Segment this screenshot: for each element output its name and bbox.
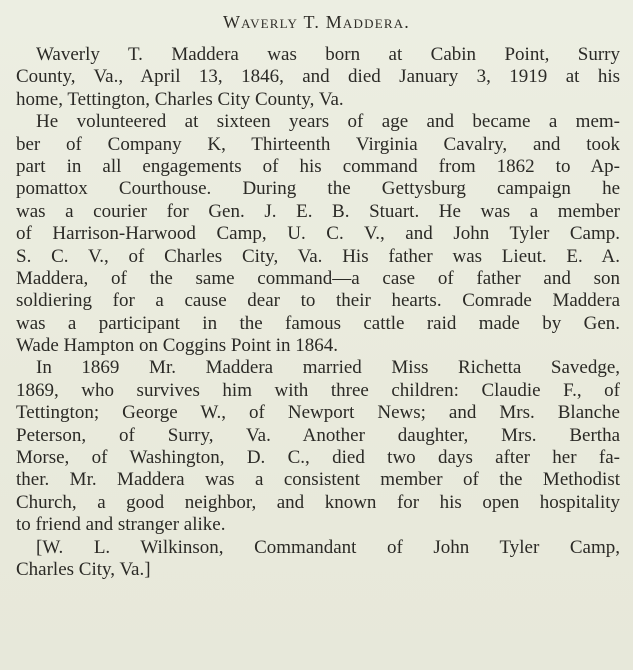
text-line: Tettington; George W., of Newport News; and Mrs. Blanche: [16, 402, 620, 424]
text-line: soldiering for a cause dear to their hearts. Comrade Maddera: [16, 290, 620, 312]
text-line: S. C. V., of Charles City, Va. His father was Lieut. E. A.: [16, 245, 620, 267]
document-body: [16, 44, 620, 581]
text-line: ber of Company K, Thirteenth Virginia Cavalry, and took: [16, 133, 620, 155]
text-line: Charles City, Va.]: [16, 558, 151, 580]
text-line: of Harrison-Harwood Camp, U. C. V., and John Tyler Camp.: [16, 223, 620, 245]
text-line: Church, a good neighbor, and known for his open hospitality: [16, 491, 620, 513]
text-line: Waverly T. Maddera was born at Cabin Point, Surry: [36, 44, 620, 65]
text-line: home, Tettington, Charles City County, Va.: [16, 88, 344, 110]
text-line: to friend and stranger alike.: [16, 514, 226, 536]
text-line: County, Va., April 13, 1846, and died January 3, 1919 at his: [16, 66, 620, 88]
text-line: [W. L. Wilkinson, Commandant of John Tyler Camp,: [36, 536, 620, 558]
text-line: Morse, of Washington, D. C., died two days after her fa-: [16, 447, 620, 469]
text-line: He volunteered at sixteen years of age and became a mem-: [36, 111, 620, 133]
text-line: pomattox Courthouse. During the Gettysburg campaign he: [16, 178, 620, 200]
text-line: part in all engagements of his command from 1862 to Ap-: [16, 155, 620, 177]
text-line: 1869, who survives him with three children: Claudie F., of: [16, 379, 620, 401]
document-title: Waverly T. Maddera.: [222, 12, 411, 32]
text-line: In 1869 Mr. Maddera married Miss Richetta Savedge,: [36, 357, 620, 379]
text-line: Maddera, of the same command—a case of father and son: [16, 267, 620, 289]
text-line: was a courier for Gen. J. E. B. Stuart. He was a member: [16, 200, 620, 222]
text-line: ther. Mr. Maddera was a consistent member of the Methodist: [16, 469, 620, 491]
text-line: Peterson, of Surry, Va. Another daughter, Mrs. Bertha: [16, 424, 620, 446]
text-line: Wade Hampton on Coggins Point in 1864.: [16, 335, 338, 357]
text-line: was a participant in the famous cattle raid made by Gen.: [16, 312, 620, 334]
